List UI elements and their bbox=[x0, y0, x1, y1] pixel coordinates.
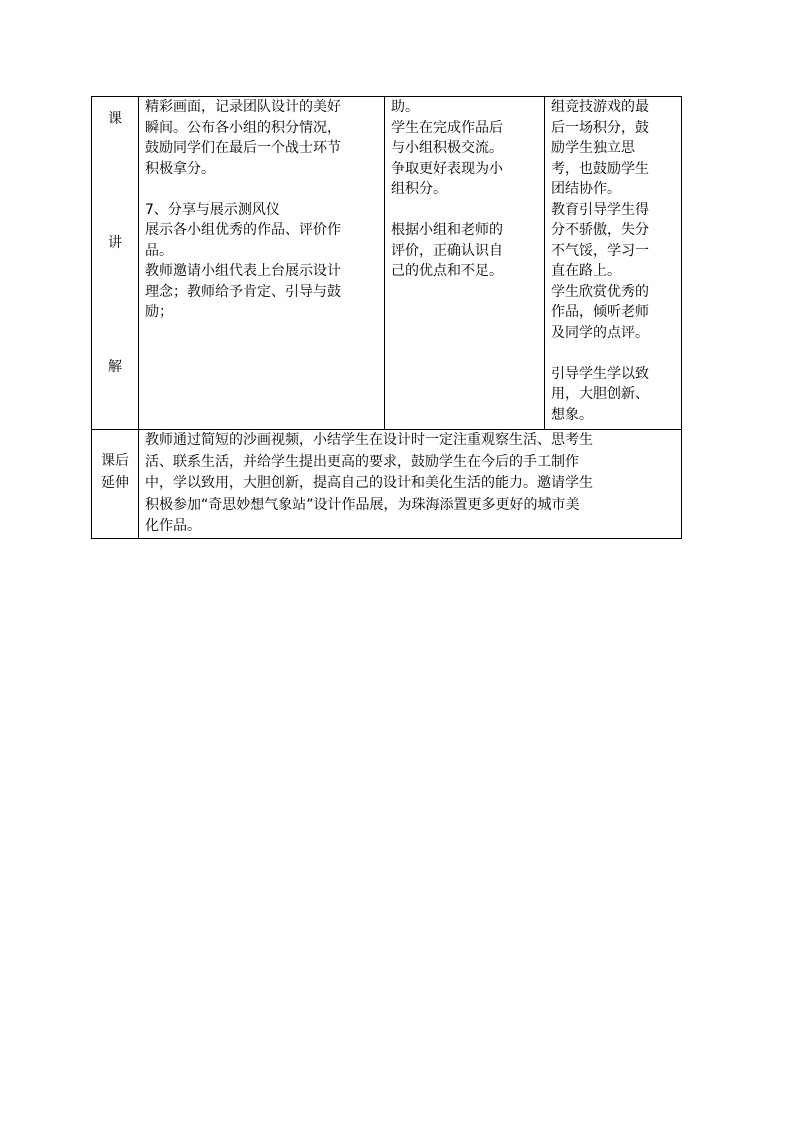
intent-line: 考，也鼓励学生 bbox=[551, 160, 649, 177]
intent-line: 团结协作。 bbox=[551, 181, 621, 197]
extension-label-cell bbox=[92, 430, 139, 539]
teacher-line: 品。 bbox=[145, 242, 173, 259]
student-line: 组积分。 bbox=[391, 181, 447, 197]
student-line: 与小组积极交流。 bbox=[391, 140, 503, 156]
teacher-line: 精彩画面，记录团队设计的美好 bbox=[145, 99, 341, 115]
extension-row bbox=[92, 430, 682, 539]
blank-line bbox=[145, 179, 378, 200]
intent-line: 直在路上。 bbox=[551, 263, 621, 279]
teacher-line: 7、分享与展示测风仪 bbox=[145, 201, 280, 218]
intent-line: 组竞技游戏的最 bbox=[551, 99, 649, 115]
intent-line: 及同学的点评。 bbox=[551, 324, 649, 341]
intent-line: 引导学生学以致 bbox=[551, 365, 649, 382]
teacher-line: 积极拿分。 bbox=[145, 160, 215, 177]
teacher-line: 理念；教师给予肯定、引导与鼓 bbox=[145, 283, 341, 300]
intent-line: 想象。 bbox=[551, 406, 593, 423]
intent-line: 后一场积分，鼓 bbox=[551, 119, 649, 136]
extension-line: 教师通过简短的沙画视频，小结学生在设计时一定注重观察生活、思考生 bbox=[145, 432, 593, 448]
intent-line: 用，大胆创新、 bbox=[551, 386, 649, 402]
student-line: 评价，正确认识自 bbox=[391, 242, 503, 259]
teacher-line: 励； bbox=[145, 304, 173, 320]
intent-line: 教育引导学生得 bbox=[551, 201, 649, 218]
extension-label-line: 课后 bbox=[101, 453, 129, 469]
extension-line: 积极参加“奇思妙想气象站”设计作品展，为珠海添置更多更好的城市美 bbox=[145, 496, 580, 513]
student-activity-cell bbox=[385, 97, 545, 430]
intent-line: 不气馁，学习一 bbox=[551, 242, 649, 259]
teacher-line: 鼓励同学们在最后一个战士环节 bbox=[145, 140, 341, 156]
student-line: 助。 bbox=[391, 99, 419, 115]
intent-line: 分不骄傲，失分 bbox=[551, 222, 649, 238]
side-char-jie: 解 bbox=[108, 359, 122, 375]
teaching-side-label bbox=[92, 97, 139, 430]
extension-text-cell bbox=[139, 430, 682, 539]
lesson-plan-table bbox=[91, 96, 682, 539]
extension-line: 活、联系生活，并给学生提出更高的要求，鼓励学生在今后的手工制作 bbox=[145, 453, 579, 470]
side-char-ke: 课 bbox=[108, 111, 122, 127]
teacher-line: 瞬间。公布各小组的积分情况， bbox=[145, 119, 341, 136]
teacher-activity-cell bbox=[139, 97, 385, 430]
intent-line: 学生欣赏优秀的 bbox=[551, 283, 649, 300]
design-intent-cell bbox=[545, 97, 682, 430]
intent-line: 励学生独立思 bbox=[551, 140, 635, 156]
student-line: 根据小组和老师的 bbox=[391, 222, 503, 238]
student-line: 己的优点和不足。 bbox=[391, 263, 503, 279]
intent-line: 作品，倾听老师 bbox=[551, 304, 649, 320]
student-line: 学生在完成作品后 bbox=[391, 119, 503, 136]
teacher-line: 展示各小组优秀的作品、评价作 bbox=[145, 222, 341, 238]
student-line: 争取更好表现为小 bbox=[391, 160, 503, 177]
side-char-jiang: 讲 bbox=[108, 235, 122, 251]
teaching-row bbox=[92, 97, 682, 430]
extension-label-line: 延伸 bbox=[101, 475, 129, 491]
extension-line: 化作品。 bbox=[145, 518, 201, 534]
extension-line: 中，学以致用，大胆创新，提高自己的设计和美化生活的能力。邀请学生 bbox=[145, 475, 593, 491]
blank-line bbox=[551, 343, 675, 364]
blank-line bbox=[391, 200, 538, 221]
teacher-line: 教师邀请小组代表上台展示设计 bbox=[145, 263, 341, 279]
